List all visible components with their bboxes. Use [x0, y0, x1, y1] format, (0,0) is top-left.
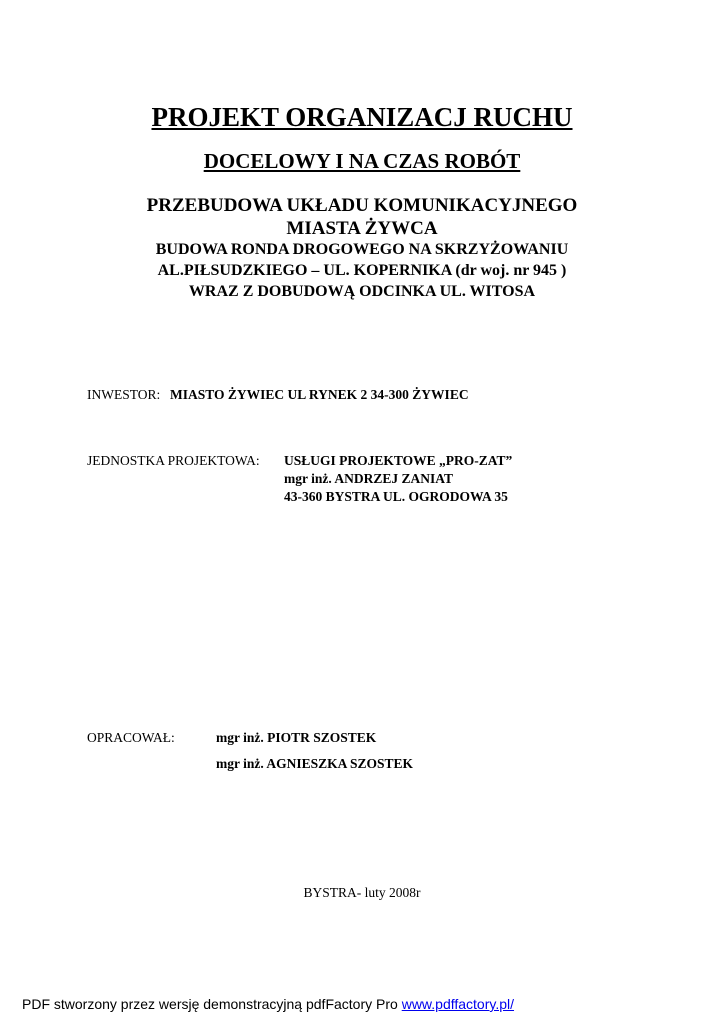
design-unit-address: 43-360 BYSTRA UL. OGRODOWA 35 [284, 489, 508, 504]
design-unit-person: mgr inż. ANDRZEJ ZANIAT [284, 471, 454, 486]
document-subtitle: DOCELOWY I NA CZAS ROBÓT [203, 149, 521, 173]
prepared-by-label: OPRACOWAŁ: [87, 730, 175, 745]
footer-link[interactable]: www.pdffactory.pl/ [401, 996, 515, 1012]
investor-label: INWESTOR: [87, 387, 161, 402]
design-unit-company: USŁUGI PROJEKTOWE „PRO-ZAT” [284, 453, 513, 468]
project-name-line: MIASTA ŻYWCA [286, 218, 438, 239]
prepared-by-name: mgr inż. PIOTR SZOSTEK [216, 730, 377, 745]
project-name-line: PRZEBUDOWA UKŁADU KOMUNIKACYJNEGO [146, 195, 578, 216]
project-scope-line: WRAZ Z DOBUDOWĄ ODCINKA UL. WITOSA [188, 283, 536, 300]
investor-value: MIASTO ŻYWIEC UL RYNEK 2 34-300 ŻYWIEC [170, 387, 469, 402]
project-scope-line: BUDOWA RONDA DROGOWEGO NA SKRZYŻOWANIU [155, 241, 569, 258]
design-unit-label: JEDNOSTKA PROJEKTOWA: [87, 453, 260, 468]
project-scope-line: AL.PIŁSUDZKIEGO – UL. KOPERNIKA (dr woj. nr 945 ) [157, 262, 567, 279]
pdf-footer [22, 995, 514, 1013]
footer-text: PDF stworzony przez wersję demonstracyjną pdfFactory Pro [22, 996, 402, 1012]
prepared-by-name: mgr inż. AGNIESZKA SZOSTEK [216, 756, 414, 771]
document-title: PROJEKT ORGANIZACJ RUCHU [151, 102, 573, 132]
place-date: BYSTRA- luty 2008r [303, 885, 421, 900]
